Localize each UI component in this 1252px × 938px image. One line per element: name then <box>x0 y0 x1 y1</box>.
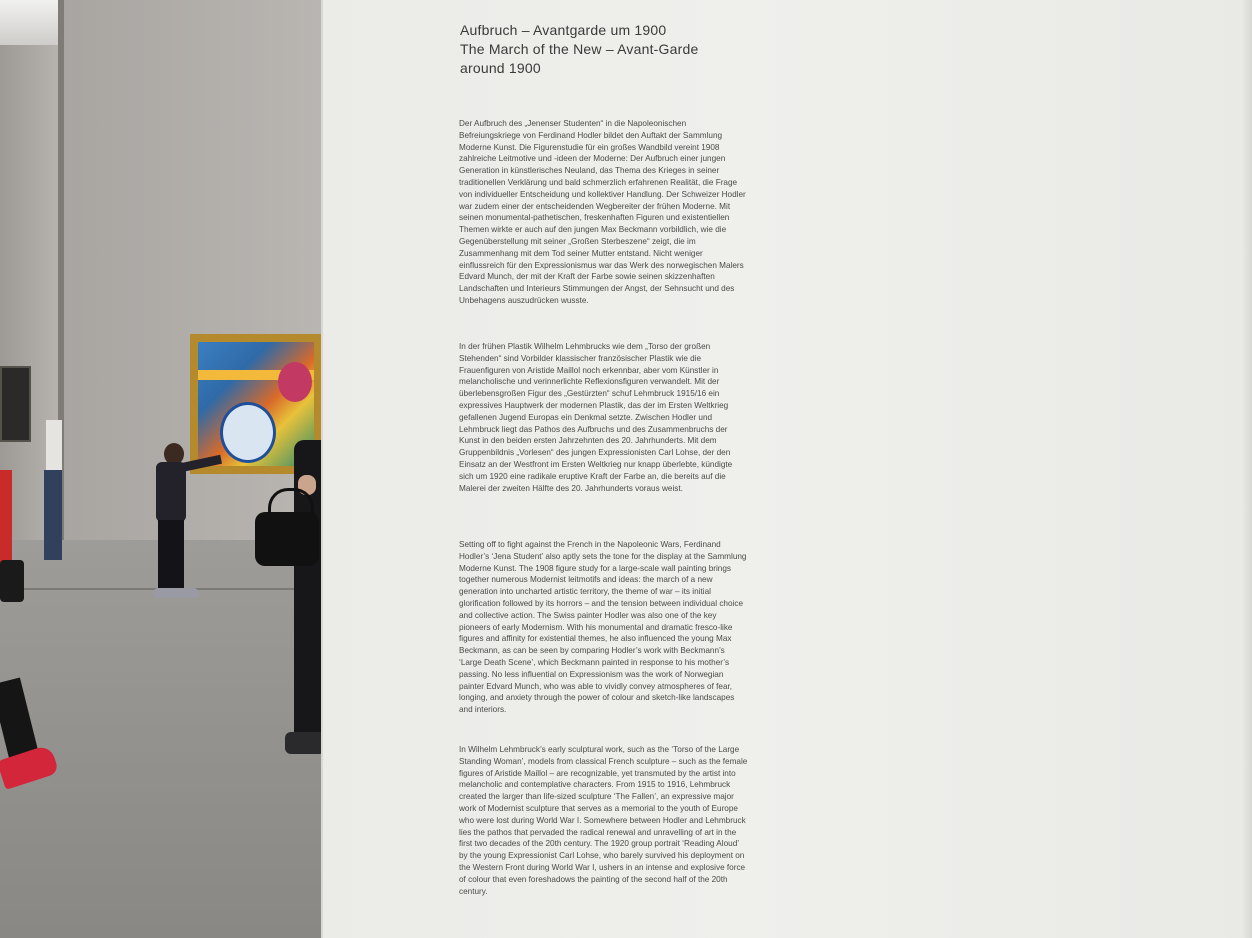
painting-flowers <box>278 362 312 402</box>
english-text-2: In Wilhelm Lehmbruck’s early sculptural work, such as the ‘Torso of the Large Standing Woman’, models from classical French sculpture – such as the female figures of Aristide Maillol – are recognizable, yet transmuted by the artist into melancholic and contemplative characters. From 1915 to 1916, Lehmbruck created the larger than life-sized sculpture ‘The Fallen’, an expressive major work of Modernist sculpture that serves as a memorial to the youth of Europe who were lost during World War I. Somewhere between Hodler and Lehmbruck lies the pathos that pervaded the radical renewal and unravelling of art in the first two decades of the 20th century. The 1920 group portrait ‘Reading Aloud’ by the young Expressionist Carl Lohse, who barely survived his deployment on the Western Front during World War I, ushers in an intense and explosive force of colour that even foreshadows the painting of the second half of the 20th century. <box>459 745 748 896</box>
ceiling-light <box>0 0 60 45</box>
german-text-2: In der frühen Plastik Wilhelm Lehmbrucks wie dem „Torso der großen Stehenden“ sind Vorbilder klassischer französischer Plastik wie die Frauenfiguren von Aristide Maillol noch erkennbar, aber vom Künstler in melancholische und verinnerlichte Reflexionsfiguren verwandelt. Mit der überlebensgroßen Figur des „Gestürzten“ schuf Lehmbruck 1915/16 ein expressives Hauptwerk der modernen Plastik, das der im Ersten Weltkrieg gefallenen Jugend Europas ein Denkmal setzte. Zwischen Hodler und Lehmbruck liegt das Pathos des Aufbruchs und des Zusammenbruchs der Kunst in den beiden ersten Jahrzehnten des 20. Jahrhunderts. Mit dem Gruppenbildnis „Vorlesen“ des jungen Expressionisten Carl Lohse, der den Einsatz an der Westfront im Ersten Weltkrieg nur knapp überlebte, kündigte sich um 1920 eine radikale eruptive Kraft der Farbe an, die bereits auf die Malerei der zweiten Hälfte des 20. Jahrhunderts voraus weist. <box>459 342 733 493</box>
exhibition-title <box>460 21 780 78</box>
title-line-english: The March of the New – Avant-Garde <box>460 41 699 57</box>
handbag <box>255 512 319 566</box>
painting-vase <box>220 402 276 463</box>
child-body <box>156 462 186 522</box>
english-text-1: Setting off to fight against the French in the Napoleonic Wars, Ferdinand Hodler’s ‘Jena Student’ also aptly sets the tone for the display at the Sammlung Moderne Kunst. The 1908 figure study for a large-scale wall painting brings together numerous Modernist leitmotifs and ideas: the march of a new generation into uncharted artistic territory, the theme of war – its initial glorification followed by its horrors – and the tension between individual choice and collective action. The Swiss painter Hodler was also one of the key pioneers of early Modernism. With his monumental and dramatic fresco-like figures and affinity for existential themes, he also influenced the young Max Beckmann, as can be seen by comparing Hodler’s work with Beckmann’s ‘Large Death Scene’, which Beckmann painted in response to his mother’s passing. No less influential on Expressionism was the work of Norwegian painter Edvard Munch, who was able to vividly convey atmospheres of fear, longing, and anxiety through the power of colour and sketch-like landscapes and interiors. <box>459 540 747 715</box>
title-line-german: Aufbruch – Avantgarde um 1900 <box>460 22 667 38</box>
panel-shadow <box>1242 0 1252 938</box>
english-paragraph-1 <box>459 539 749 716</box>
english-paragraph-2 <box>459 744 749 897</box>
german-paragraph-1 <box>459 118 749 307</box>
visitor-background-legs <box>44 470 62 560</box>
german-paragraph-2 <box>459 341 749 494</box>
walker-bag <box>0 560 24 602</box>
walker-red-jacket <box>0 470 12 570</box>
title-line-english-cont: around 1900 <box>460 60 541 76</box>
german-text-1: Der Aufbruch des „Jenenser Studenten“ in die Napoleonischen Befreiungskriege von Ferdinand Hodler bildet den Auftakt der Sammlung Moderne Kunst. Die Figurenstudie für ein großes Wandbild vereint 1908 zahlreiche Leitmotive und -ideen der Moderne: Der Aufbruch einer jungen Generation in künstlerisches Neuland, das Thema des Krieges in seiner traditionellen Verklärung und bald schmerzlich erfahrenen Realität, die Frage von individueller Entscheidung und kollektiver Handlung. Der Schweizer Hodler war zudem einer der entscheidenden Wegbereiter der frühen Moderne. Mit seinen monumental-pathetischen, freskenhaften Figuren und existentiellen Themen wirkte er auch auf den jungen Max Beckmann vorbildlich, wie die Gegenüberstellung mit seiner „Großen Sterbeszene“ zeigt, die im Zusammenhang mit dem Tod seiner Mutter entstand. Nicht weniger einflussreich für den Expressionismus war das Werk des norwegischen Malers Edvard Munch, der mit der Kraft der Farbe sowie seinen skizzenhaften Landschaften und Interieurs Stimmungen der Angst, der Sehnsucht und des Unbehagens auszudrücken wusste. <box>459 119 746 305</box>
gallery-floor <box>0 540 325 938</box>
small-dark-painting <box>0 366 31 442</box>
visitor-background-torso <box>46 420 62 475</box>
child-legs <box>158 520 184 592</box>
child-shoes <box>154 588 198 598</box>
visitor-shoe <box>285 732 325 754</box>
